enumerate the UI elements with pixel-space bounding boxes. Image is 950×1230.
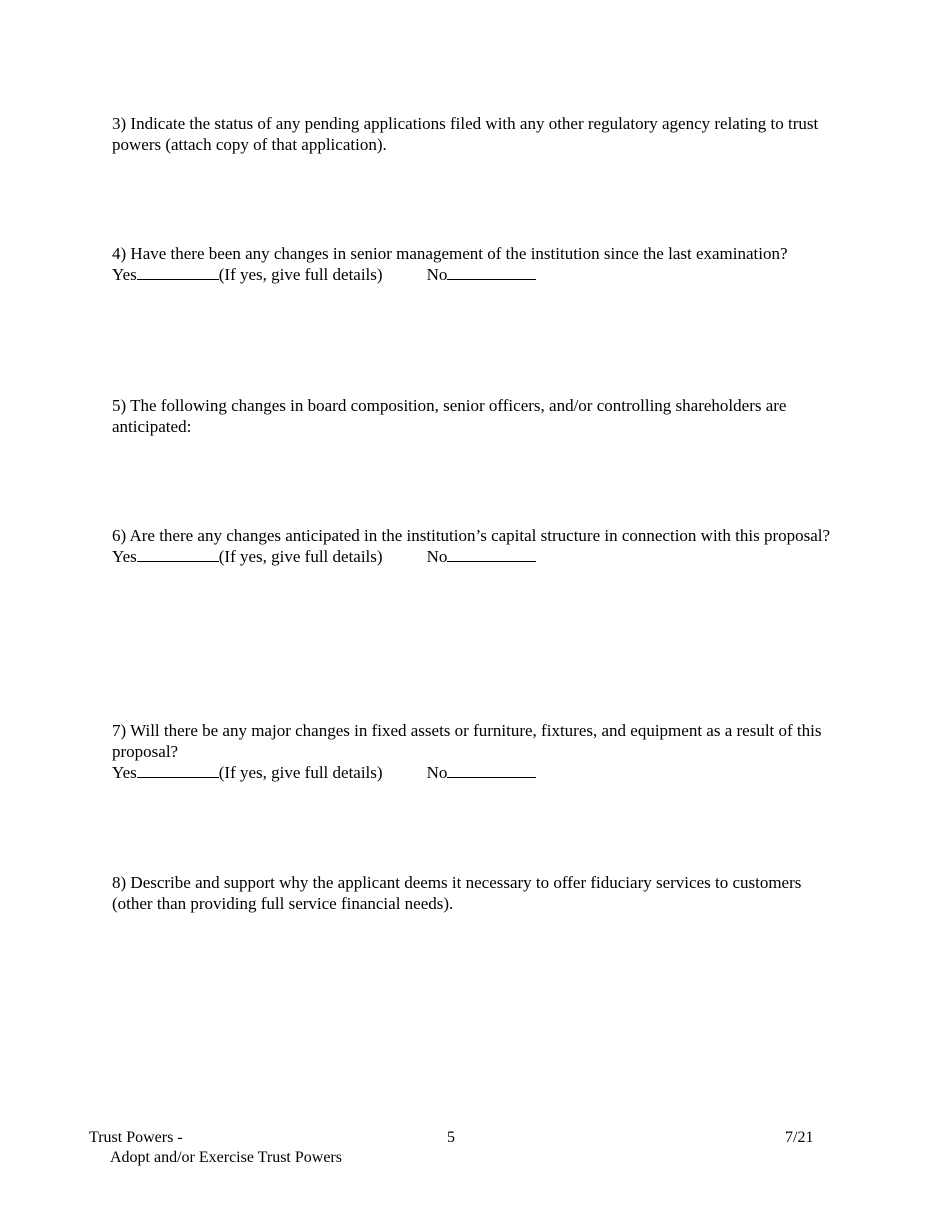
footer-revision-date: 7/21 <box>785 1129 814 1146</box>
question-7-text: 7) Will there be any major changes in fixed assets or furniture, fixtures, and equipment as a result of this proposal? <box>112 721 822 761</box>
yes-answer-blank[interactable] <box>137 763 219 778</box>
question-5-text: 5) The following changes in board composition, senior officers, and/or controlling shareholders are anticipated: <box>112 396 787 436</box>
footer-title-line-1: Trust Powers - <box>89 1129 183 1146</box>
no-label: No <box>426 265 448 284</box>
question-6-answer-line <box>112 546 842 567</box>
question-7 <box>112 720 842 783</box>
yes-label: Yes <box>112 763 137 782</box>
question-4-answer-line <box>112 264 842 285</box>
no-answer-blank[interactable] <box>447 265 536 280</box>
yes-answer-blank[interactable] <box>137 265 219 280</box>
question-7-answer-line <box>112 762 842 783</box>
question-6 <box>112 525 842 567</box>
question-3 <box>112 113 842 155</box>
no-label: No <box>426 547 448 566</box>
yes-note: (If yes, give full details) <box>218 763 383 782</box>
yes-note: (If yes, give full details) <box>218 265 383 284</box>
question-3-text: 3) Indicate the status of any pending applications filed with any other regulatory agency relating to trust powers (attach copy of that application). <box>112 114 819 154</box>
yes-answer-blank[interactable] <box>137 547 219 562</box>
yes-note: (If yes, give full details) <box>218 547 383 566</box>
question-8-text: 8) Describe and support why the applicant deems it necessary to offer fiduciary services to customers (other than providing full service financial needs). <box>112 873 802 913</box>
footer-title-line-2: Adopt and/or Exercise Trust Powers <box>110 1149 342 1166</box>
no-answer-blank[interactable] <box>447 763 536 778</box>
footer-page-number: 5 <box>447 1129 455 1146</box>
question-4 <box>112 243 842 285</box>
no-label: No <box>426 763 448 782</box>
yes-label: Yes <box>112 265 137 284</box>
yes-label: Yes <box>112 547 137 566</box>
footer-document-title <box>89 1128 342 1168</box>
no-answer-blank[interactable] <box>447 547 536 562</box>
question-5 <box>112 395 842 437</box>
question-6-text: 6) Are there any changes anticipated in the institution’s capital structure in connection with this proposal? <box>112 526 831 545</box>
question-8 <box>112 872 842 914</box>
question-4-text: 4) Have there been any changes in senior management of the institution since the last examination? <box>112 244 788 263</box>
